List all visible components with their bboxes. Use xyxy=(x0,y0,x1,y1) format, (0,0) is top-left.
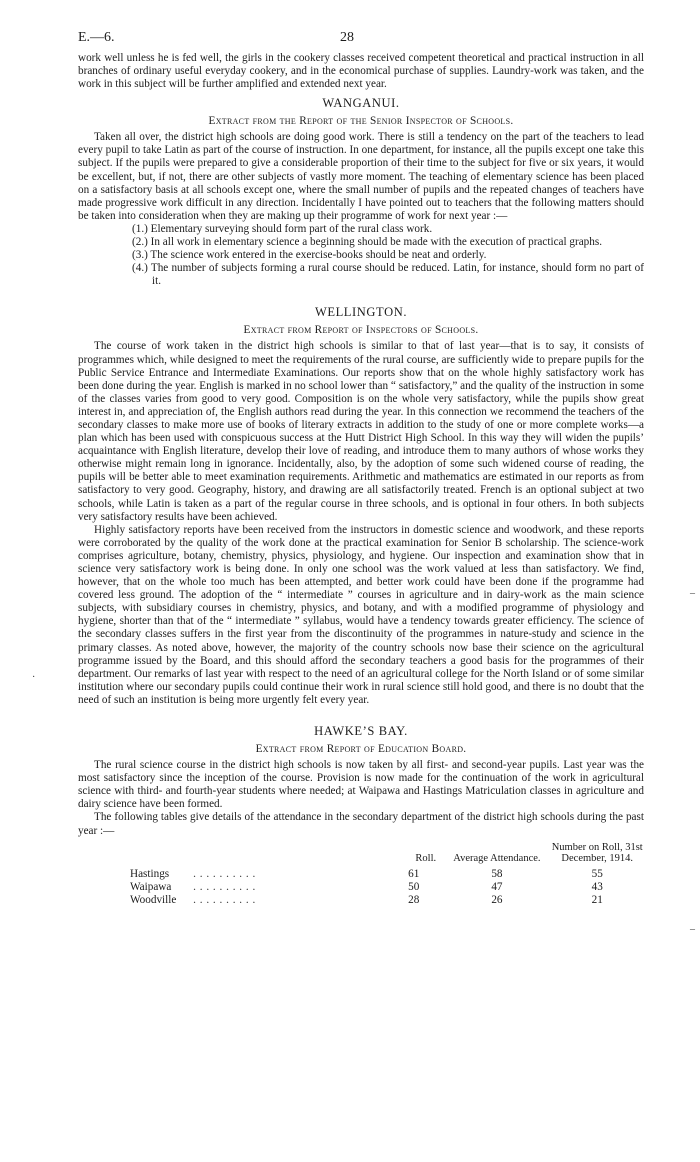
page-number: 28 xyxy=(340,30,354,45)
average-attendance-value: 58 xyxy=(491,867,503,880)
dot-leader: . . . . . . . . . . xyxy=(193,893,256,906)
table-row xyxy=(78,868,644,881)
opening-paragraph: work well unless he is fed well, the girls in the cookery classes received competent theoretical and practical instruction in all branches of ordinary useful everyday cookery, and in the economical purchase of supplies. Laundry-work was taken, and the work in this subject will be further amplified and extended next year. xyxy=(78,52,644,91)
wellington-paragraph-1: The course of work taken in the district high schools is similar to that of last year—that is to say, it consists of programmes which, while designed to meet the requirements of the rural course, are sufficiently wide to prepare pupils for the Public Service Entrance and Intermediate Examinations. Our reports show that on the whole highly satisfactory work has been done during the year. English is marked in no school lower than “ satisfactory,” and the quality of the instruction in some of the classes varies from good to very good. Composition is on the whole very satisfactory, while the pupils show great interest in, and appreciation of, the English authors read during the year. In this connection we recommend the teachers of the secondary classes to make more use of books of literary extracts in addition to the study of one or more complete works—a plan which has been used with conspicuous success at the Hutt District High School. In this way they will widen the pupils’ acquaintance with English literature, develop their love of reading, and introduce them to many authors of whose works they otherwise might remain long in ignorance. Incidentally, also, by the adoption of some such widened course of reading, the pupils will be better able to meet examination requirements. Arithmetic and mathematics are estimated in our reports as from satisfactory to very good. Geography, history, and drawing are all satisfactorily treated. French is an optional subject at two schools, while Latin is taken as a part of the regular course in three schools, and is optional in four others. In both subjects very satisfactory results have been achieved. xyxy=(78,340,644,523)
table-row xyxy=(78,894,644,907)
margin-mark: – xyxy=(690,588,695,599)
column-average-attendance: Average Attendance. xyxy=(453,853,541,865)
list-item: (4.) The number of subjects forming a rural course should be reduced. Latin, for instance, should form no part of it. xyxy=(132,262,644,288)
hawkes-bay-heading: HAWKE’S BAY. xyxy=(314,724,408,739)
school-name: Hastings xyxy=(130,867,170,880)
page-header xyxy=(78,22,644,52)
wellington-heading: WELLINGTON. xyxy=(314,305,408,320)
hawkes-bay-paragraph-2: The following tables give details of the attendance in the secondary department of the district high schools during the past year :— xyxy=(78,811,644,837)
school-name: Waipawa xyxy=(130,880,172,893)
number-on-roll-value: 21 xyxy=(591,893,603,906)
margin-mark: · xyxy=(32,672,36,683)
list-item: (3.) The science work entered in the exercise-books should be neat and orderly. xyxy=(132,249,487,262)
wanganui-heading: WANGANUI. xyxy=(322,96,400,111)
wellington-paragraph-2: Highly satisfactory reports have been received from the instructors in domestic science and woodwork, and these reports were corroborated by the quality of the work done at the practical examination for Senior B scholarship. The science-work comprises agriculture, botany, chemistry, physics, physiology, and hygiene. Our inspection and examination show that in science very satisfactory work is being done. In only one school was the work valued at less than satisfactory. We find, however, that on the whole too much has been attempted, and better work could have been done if the programme had covered less ground. The adoption of the “ intermediate ” courses in agriculture and in dairy-work as the main science subjects, with subsidiary courses in chemistry, physics, and botany, and with a modified programme of physiology and hygiene, shorter than that of the “ intermediate ” syllabus, would have a tendency towards greater efficiency. The science of the secondary classes suffers in the first year from the discontinuity of the programmes in nature-study and science in the primary classes. As noted above, however, the majority of the country schools now base their science on the agricultural programme issued by the Board, and this should afford the secondary teachers a good basis for the programmes of their department. Our remarks of last year with respect to the need of an agricultural college for the North Island or of some similar institution where our secondary pupils could continue their work in rural science still hold good, and there is no doubt that the need of such an institution is being more urgently felt every year. xyxy=(78,523,644,706)
margin-mark: – xyxy=(690,924,695,935)
column-roll: Roll. xyxy=(415,853,437,865)
table-row xyxy=(78,881,644,894)
column-number-on-roll: Number on Roll, 31st December, 1914. xyxy=(551,841,643,865)
table-header-row xyxy=(78,842,644,868)
roll-value: 50 xyxy=(408,880,420,893)
roll-value: 28 xyxy=(408,893,420,906)
dot-leader: . . . . . . . . . . xyxy=(193,880,256,893)
average-attendance-value: 26 xyxy=(491,893,503,906)
school-name: Woodville xyxy=(130,893,177,906)
document-page xyxy=(78,22,644,907)
wanganui-list xyxy=(78,223,644,288)
list-item: (1.) Elementary surveying should form part of the rural class work. xyxy=(132,222,433,235)
dot-leader: . . . . . . . . . . xyxy=(193,867,256,880)
hawkes-bay-paragraph-1: The rural science course in the district high schools is now taken by all first- and second-year pupils. Last year was the most satisfactory since the inception of the course. Provision is now made for the continuation of the work in agricultural science with third- and fourth-year students where needed; at Waipawa and Hastings Matriculation classes in agriculture and dairy science have been formed. xyxy=(78,759,644,811)
wanganui-subheading: Extract from the Report of the Senior Inspector of Schools. xyxy=(208,115,514,128)
hawkes-bay-subheading: Extract from Report of Education Board. xyxy=(255,743,467,756)
roll-value: 61 xyxy=(408,867,420,880)
wanganui-paragraph: Taken all over, the district high schools are doing good work. There is still a tendency on the part of the teachers to lead every pupil to take Latin as part of the course of instruction. In one department, for instance, all the pupils except one take this subject. If the pupils were prepared to give a considerable proportion of their time to the subject for five or six years, it would be excellent, but, if not, there are other subjects of vastly more moment. The teaching of elementary science has been placed on a satisfactory basis at all schools except one, where the small number of pupils and the repeated changes of teachers have made progressive work difficult in any direction. Incidentally I have pointed out to teachers that the following matters should be taken into consideration when they are making up their programme of work for next year :— xyxy=(78,131,644,222)
wellington-subheading: Extract from Report of Inspectors of Schools. xyxy=(243,324,479,337)
number-on-roll-value: 43 xyxy=(591,880,603,893)
attendance-table xyxy=(78,842,644,907)
list-item: (2.) In all work in elementary science a beginning should be made with the execution of practical graphs. xyxy=(132,236,603,249)
average-attendance-value: 47 xyxy=(491,880,503,893)
number-on-roll-value: 55 xyxy=(591,867,603,880)
report-reference: E.—6. xyxy=(78,30,115,45)
